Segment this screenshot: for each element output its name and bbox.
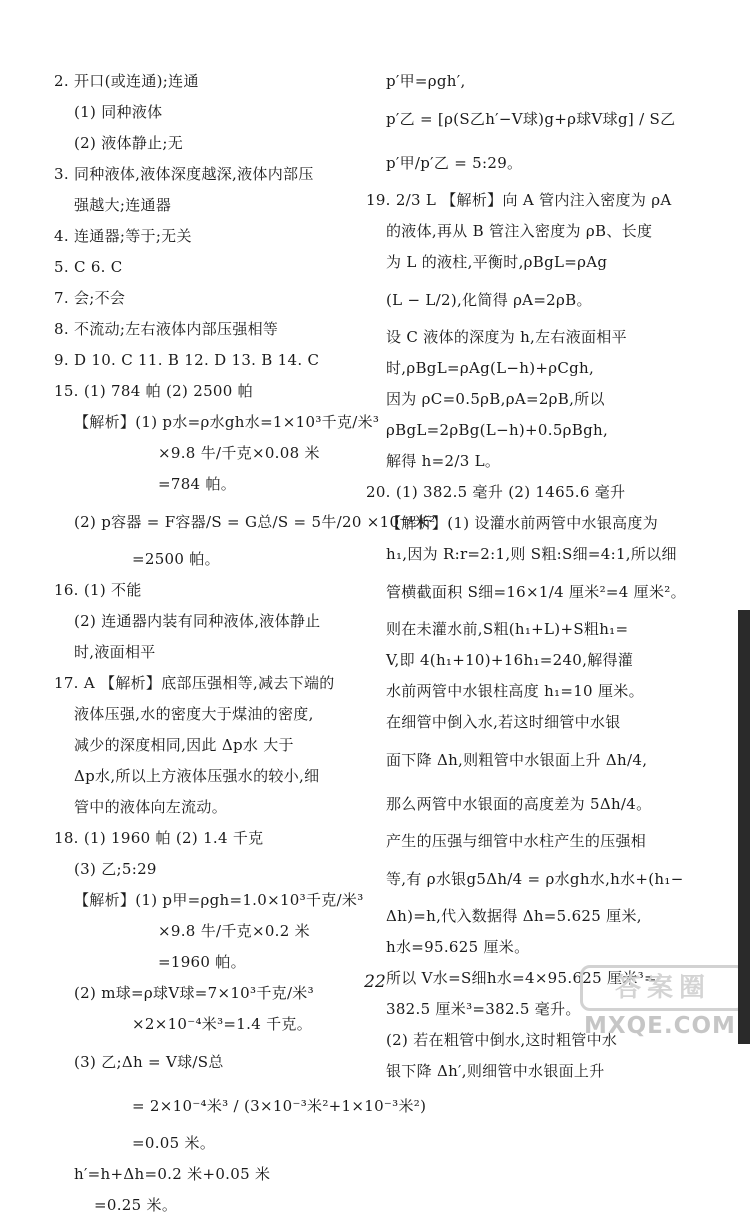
- text-line: 2. 开口(或连通);连通: [54, 72, 199, 90]
- text-line: =784 帕。: [158, 475, 237, 493]
- text-line: 3. 同种液体,液体深度越深,液体内部压: [54, 165, 314, 183]
- text-line: 16. (1) 不能: [54, 581, 142, 599]
- text-line: ×9.8 牛/千克×0.2 米: [158, 922, 310, 940]
- right-column: [366, 66, 686, 1087]
- text-line: h₁,因为 R:r=2:1,则 S粗:S细=4:1,所以细: [386, 545, 677, 563]
- text-line: 5. C 6. C: [54, 258, 123, 276]
- text-line: 20. (1) 382.5 毫升 (2) 1465.6 毫升: [366, 483, 626, 501]
- text-line: ρBgL=2ρBg(L−h)+0.5ρBgh,: [386, 421, 609, 439]
- text-line: 18. (1) 1960 帕 (2) 1.4 千克: [54, 829, 264, 847]
- text-line: 382.5 厘米³=382.5 毫升。: [386, 1000, 581, 1018]
- text-line: 时,液面相平: [74, 643, 156, 661]
- text-line: 液体压强,水的密度大于煤油的密度,: [74, 705, 314, 723]
- watermark-logo: 答案圈: [580, 965, 746, 1011]
- text-line: 面下降 Δh,则粗管中水银面上升 Δh/4,: [386, 751, 648, 769]
- text-line: p′甲/p′乙 = 5:29。: [386, 154, 523, 172]
- page-number: 22: [364, 972, 386, 992]
- text-line: 17. A 【解析】底部压强相等,减去下端的: [54, 674, 335, 692]
- text-line: 水前两管中水银柱高度 h₁=10 厘米。: [386, 682, 644, 700]
- text-line: 解得 h=2/3 L。: [386, 452, 501, 470]
- text-line: 在细管中倒入水,若这时细管中水银: [386, 713, 621, 731]
- text-line: 管中的液体向左流动。: [74, 798, 228, 816]
- text-line: Δh)=h,代入数据得 Δh=5.625 厘米,: [386, 907, 642, 925]
- text-line: p′乙 = [ρ(S乙h′−V球)g+ρ球V球g] / S乙: [386, 110, 676, 128]
- text-line: 减少的深度相同,因此 Δp水 大于: [74, 736, 294, 754]
- text-line: ×2×10⁻⁴米³=1.4 千克。: [132, 1015, 313, 1033]
- text-line: = 2×10⁻⁴米³ / (3×10⁻³米²+1×10⁻³米²): [132, 1097, 427, 1115]
- text-line: (3) 乙;5:29: [74, 860, 157, 878]
- text-line: 【解析】(1) p甲=ρgh=1.0×10³千克/米³: [74, 891, 364, 909]
- text-line: p′甲=ρgh′,: [386, 72, 466, 90]
- text-line: Δp水,所以上方液体压强水的较小,细: [74, 767, 320, 785]
- text-line: (2) p容器 = F容器/S = G总/S = 5牛/20 ×10⁻⁴米²: [74, 513, 436, 531]
- text-line: =2500 帕。: [132, 550, 220, 568]
- text-line: 产生的压强与细管中水柱产生的压强相: [386, 832, 647, 850]
- text-line: 15. (1) 784 帕 (2) 2500 帕: [54, 382, 253, 400]
- text-line: 19. 2/3 L 【解析】向 A 管内注入密度为 ρA: [366, 191, 672, 209]
- text-line: 7. 会;不会: [54, 289, 126, 307]
- text-line: V,即 4(h₁+10)+16h₁=240,解得灌: [386, 651, 634, 669]
- text-line: 9. D 10. C 11. B 12. D 13. B 14. C: [54, 351, 320, 369]
- text-line: =0.25 米。: [94, 1196, 178, 1214]
- text-line: 8. 不流动;左右液体内部压强相等: [54, 320, 279, 338]
- text-line: 管横截面积 S细=16×1/4 厘米²=4 厘米²。: [386, 583, 686, 601]
- text-line: 4. 连通器;等于;无关: [54, 227, 192, 245]
- text-line: (2) m球=ρ球V球=7×10³千克/米³: [74, 984, 314, 1002]
- text-line: (L − L/2),化简得 ρA=2ρB。: [386, 291, 592, 309]
- left-column: [54, 66, 436, 1221]
- text-line: 银下降 Δh′,则细管中水银面上升: [386, 1062, 605, 1080]
- text-line: 所以 V水=S细h水=4×95.625 厘米³=: [386, 969, 657, 987]
- text-line: (3) 乙;Δh = V球/S总: [74, 1053, 224, 1071]
- text-line: 【解析】(1) p水=ρ水gh水=1×10³千克/米³: [74, 413, 380, 431]
- text-line: 则在未灌水前,S粗(h₁+L)+S粗h₁=: [386, 620, 629, 638]
- text-line: 设 C 液体的深度为 h,左右液面相平: [386, 328, 627, 346]
- text-line: 那么两管中水银面的高度差为 5Δh/4。: [386, 795, 652, 813]
- text-line: h′=h+Δh=0.2 米+0.05 米: [74, 1165, 271, 1183]
- watermark: [580, 965, 746, 1040]
- text-line: ×9.8 牛/千克×0.08 米: [158, 444, 320, 462]
- text-line: (2) 连通器内装有同种液体,液体静止: [74, 612, 321, 630]
- page-binding-edge: [738, 610, 750, 1044]
- text-line: 的液体,再从 B 管注入密度为 ρB、长度: [386, 222, 653, 240]
- text-line: 为 L 的液柱,平衡时,ρBgL=ρAg: [386, 253, 608, 271]
- text-line: =1960 帕。: [158, 953, 246, 971]
- watermark-url: MXQE.COM: [584, 1013, 736, 1039]
- text-line: h水=95.625 厘米。: [386, 938, 530, 956]
- text-line: 【解析】(1) 设灌水前两管中水银高度为: [386, 514, 659, 532]
- text-line: 因为 ρC=0.5ρB,ρA=2ρB,所以: [386, 390, 605, 408]
- text-line: (2) 若在粗管中倒水,这时粗管中水: [386, 1031, 618, 1049]
- text-line: 时,ρBgL=ρAg(L−h)+ρCgh,: [386, 359, 595, 377]
- text-line: 强越大;连通器: [74, 196, 172, 214]
- text-line: =0.05 米。: [132, 1134, 216, 1152]
- text-line: (2) 液体静止;无: [74, 134, 184, 152]
- text-line: 等,有 ρ水银g5Δh/4 = ρ水gh水,h水+(h₁−: [386, 870, 684, 888]
- text-line: (1) 同种液体: [74, 103, 163, 121]
